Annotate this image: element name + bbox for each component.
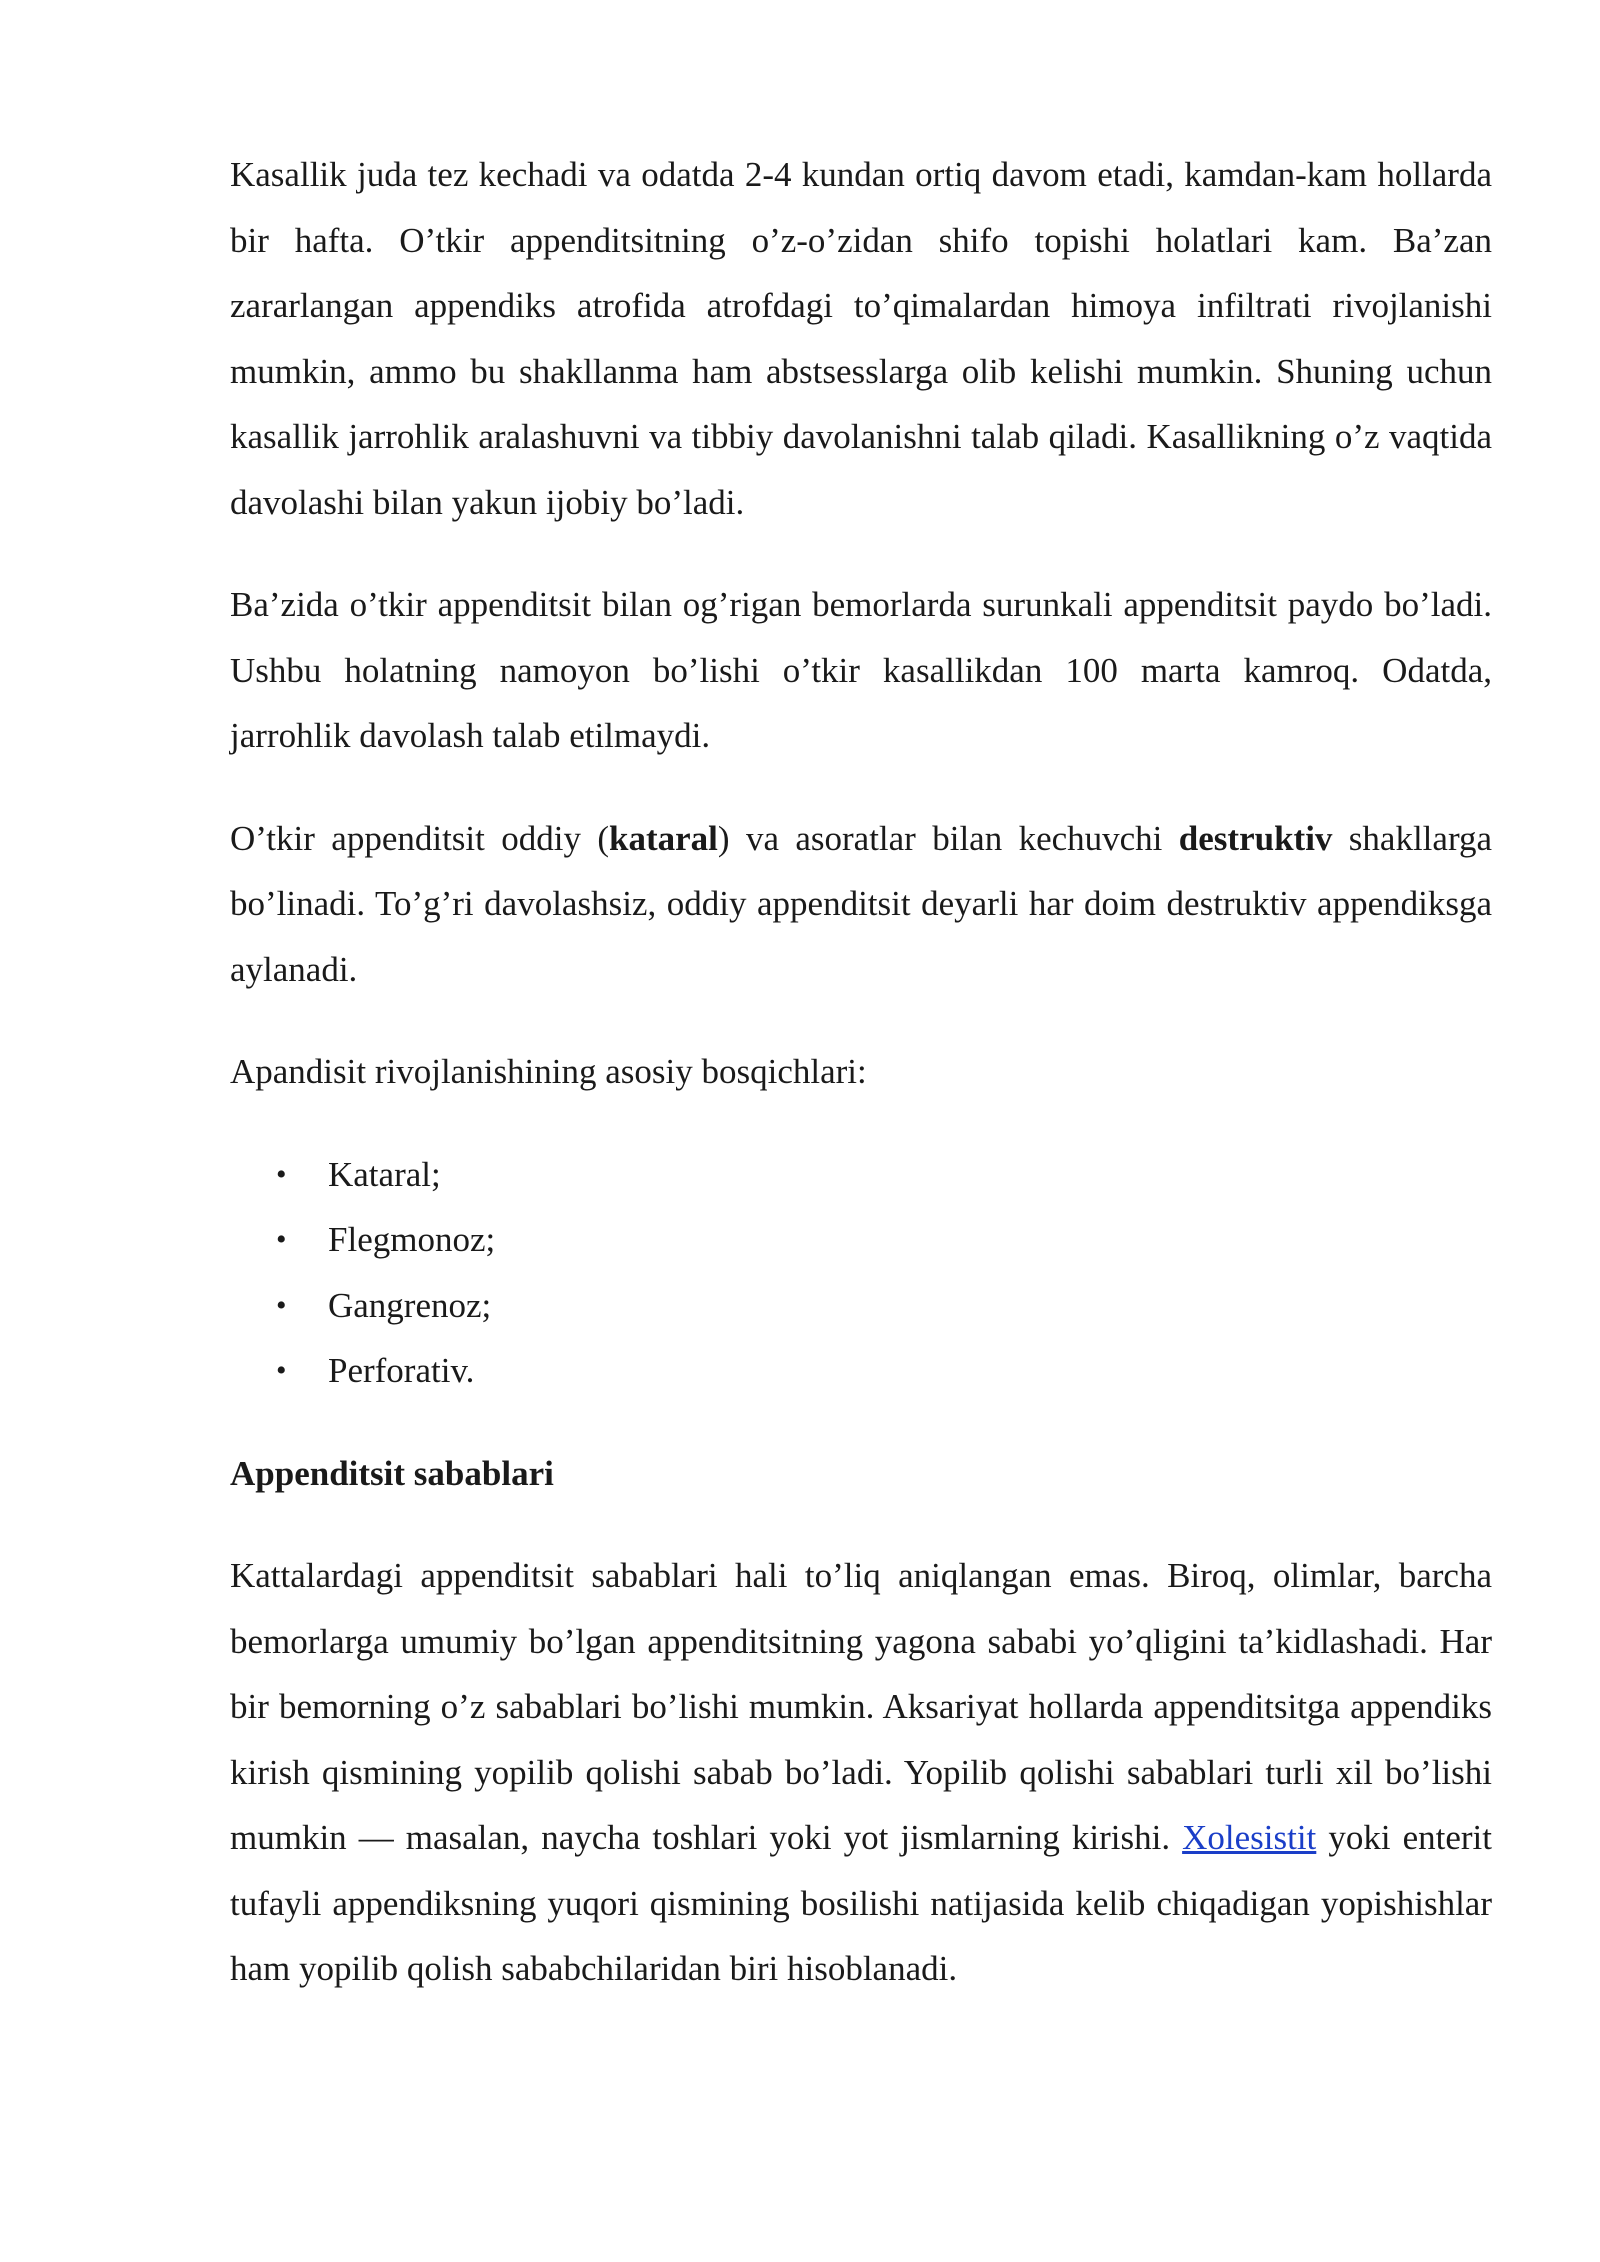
term-kataral: kataral [609,818,718,858]
term-destruktiv: destruktiv [1178,818,1333,858]
paragraph-causes [230,1543,1492,2002]
xolesistit-link[interactable]: Xolesistit [1182,1818,1317,1857]
paragraph-chronic: Ba’zida o’tkir appenditsit bilan og’rigan bemorlarda surunkali appenditsit paydo bo’ladi. Ushbu holatning namoyon bo’lishi o’tkir kasallikdan 100 marta kamroq. Odatda, jarrohlik davolash talab etilmaydi. [230,585,1492,755]
document-page [230,142,1492,2002]
bullet-icon: • [276,1157,287,1191]
stage-label: Perforativ. [328,1351,475,1390]
stage-label: Flegmonoz; [328,1220,496,1259]
causes-text-1: Kattalardagi appenditsit sabablari hali to’liq aniqlangan emas. Biroq, olimlar, barcha bemorlarga umumiy bo’lgan appenditsitning yagona sababi yo’qligini ta’kidlashadi. Har bir bemorning o’z sabablari bo’lishi mumkin. Aksariyat hollarda appenditsitga appendiks kirish qismining yopilib qolishi sabab bo’ladi. Yopilib qolishi sabablari turli xil bo’lishi mumkin — masalan, naycha toshlari yoki yot jismlarning kirishi. [230,1556,1492,1857]
forms-text-1: O’tkir appenditsit oddiy ( [230,818,610,858]
forms-text-2: ) va asoratlar bilan kechuvchi [717,818,1179,858]
stages-list [230,1142,1492,1404]
stages-intro: Apandisit rivojlanishining asosiy bosqichlari: [230,1052,867,1091]
list-item [230,1338,1492,1404]
list-item [230,1273,1492,1339]
section-heading: Appenditsit sabablari [230,1453,554,1493]
bullet-icon: • [276,1223,287,1256]
list-item [230,1207,1492,1273]
bullet-icon: • [276,1288,287,1322]
paragraph-course: Kasallik juda tez kechadi va odatda 2-4 kundan ortiq davom etadi, kamdan-kam hollarda bir hafta. O’tkir appenditsitning o’z-o’zidan shifo topishi holatlari kam. Ba’zan zararlangan appendiks atrofida atrofdagi to’qimalardan himoya infiltrati rivojlanishi mumkin, ammo bu shakllanma ham abstsesslarga olib kelishi mumkin. Shuning uchun kasallik jarrohlik aralashuvni va tibbiy davolanishni talab qiladi. Kasallikning o’z vaqtida davolashi bilan yakun ijobiy bo’ladi. [230,155,1492,522]
causes-text-2: yoki enterit tufayli appendiksning yuqori qismining bosilishi natijasida kelib chiqadigan yopishishlar ham yopilib qolish sababchilaridan biri hisoblanadi. [230,1818,1492,1988]
forms-text-3: shakllarga bo’linadi. To’g’ri davolashsiz, oddiy appenditsit deyarli har doim destruktiv appendiksga aylanadi. [230,818,1492,989]
bullet-icon: • [276,1354,287,1387]
list-item [230,1142,1492,1208]
paragraph-forms [230,806,1492,1003]
stage-label: Kataral; [328,1154,441,1194]
stage-label: Gangrenoz; [328,1285,492,1325]
